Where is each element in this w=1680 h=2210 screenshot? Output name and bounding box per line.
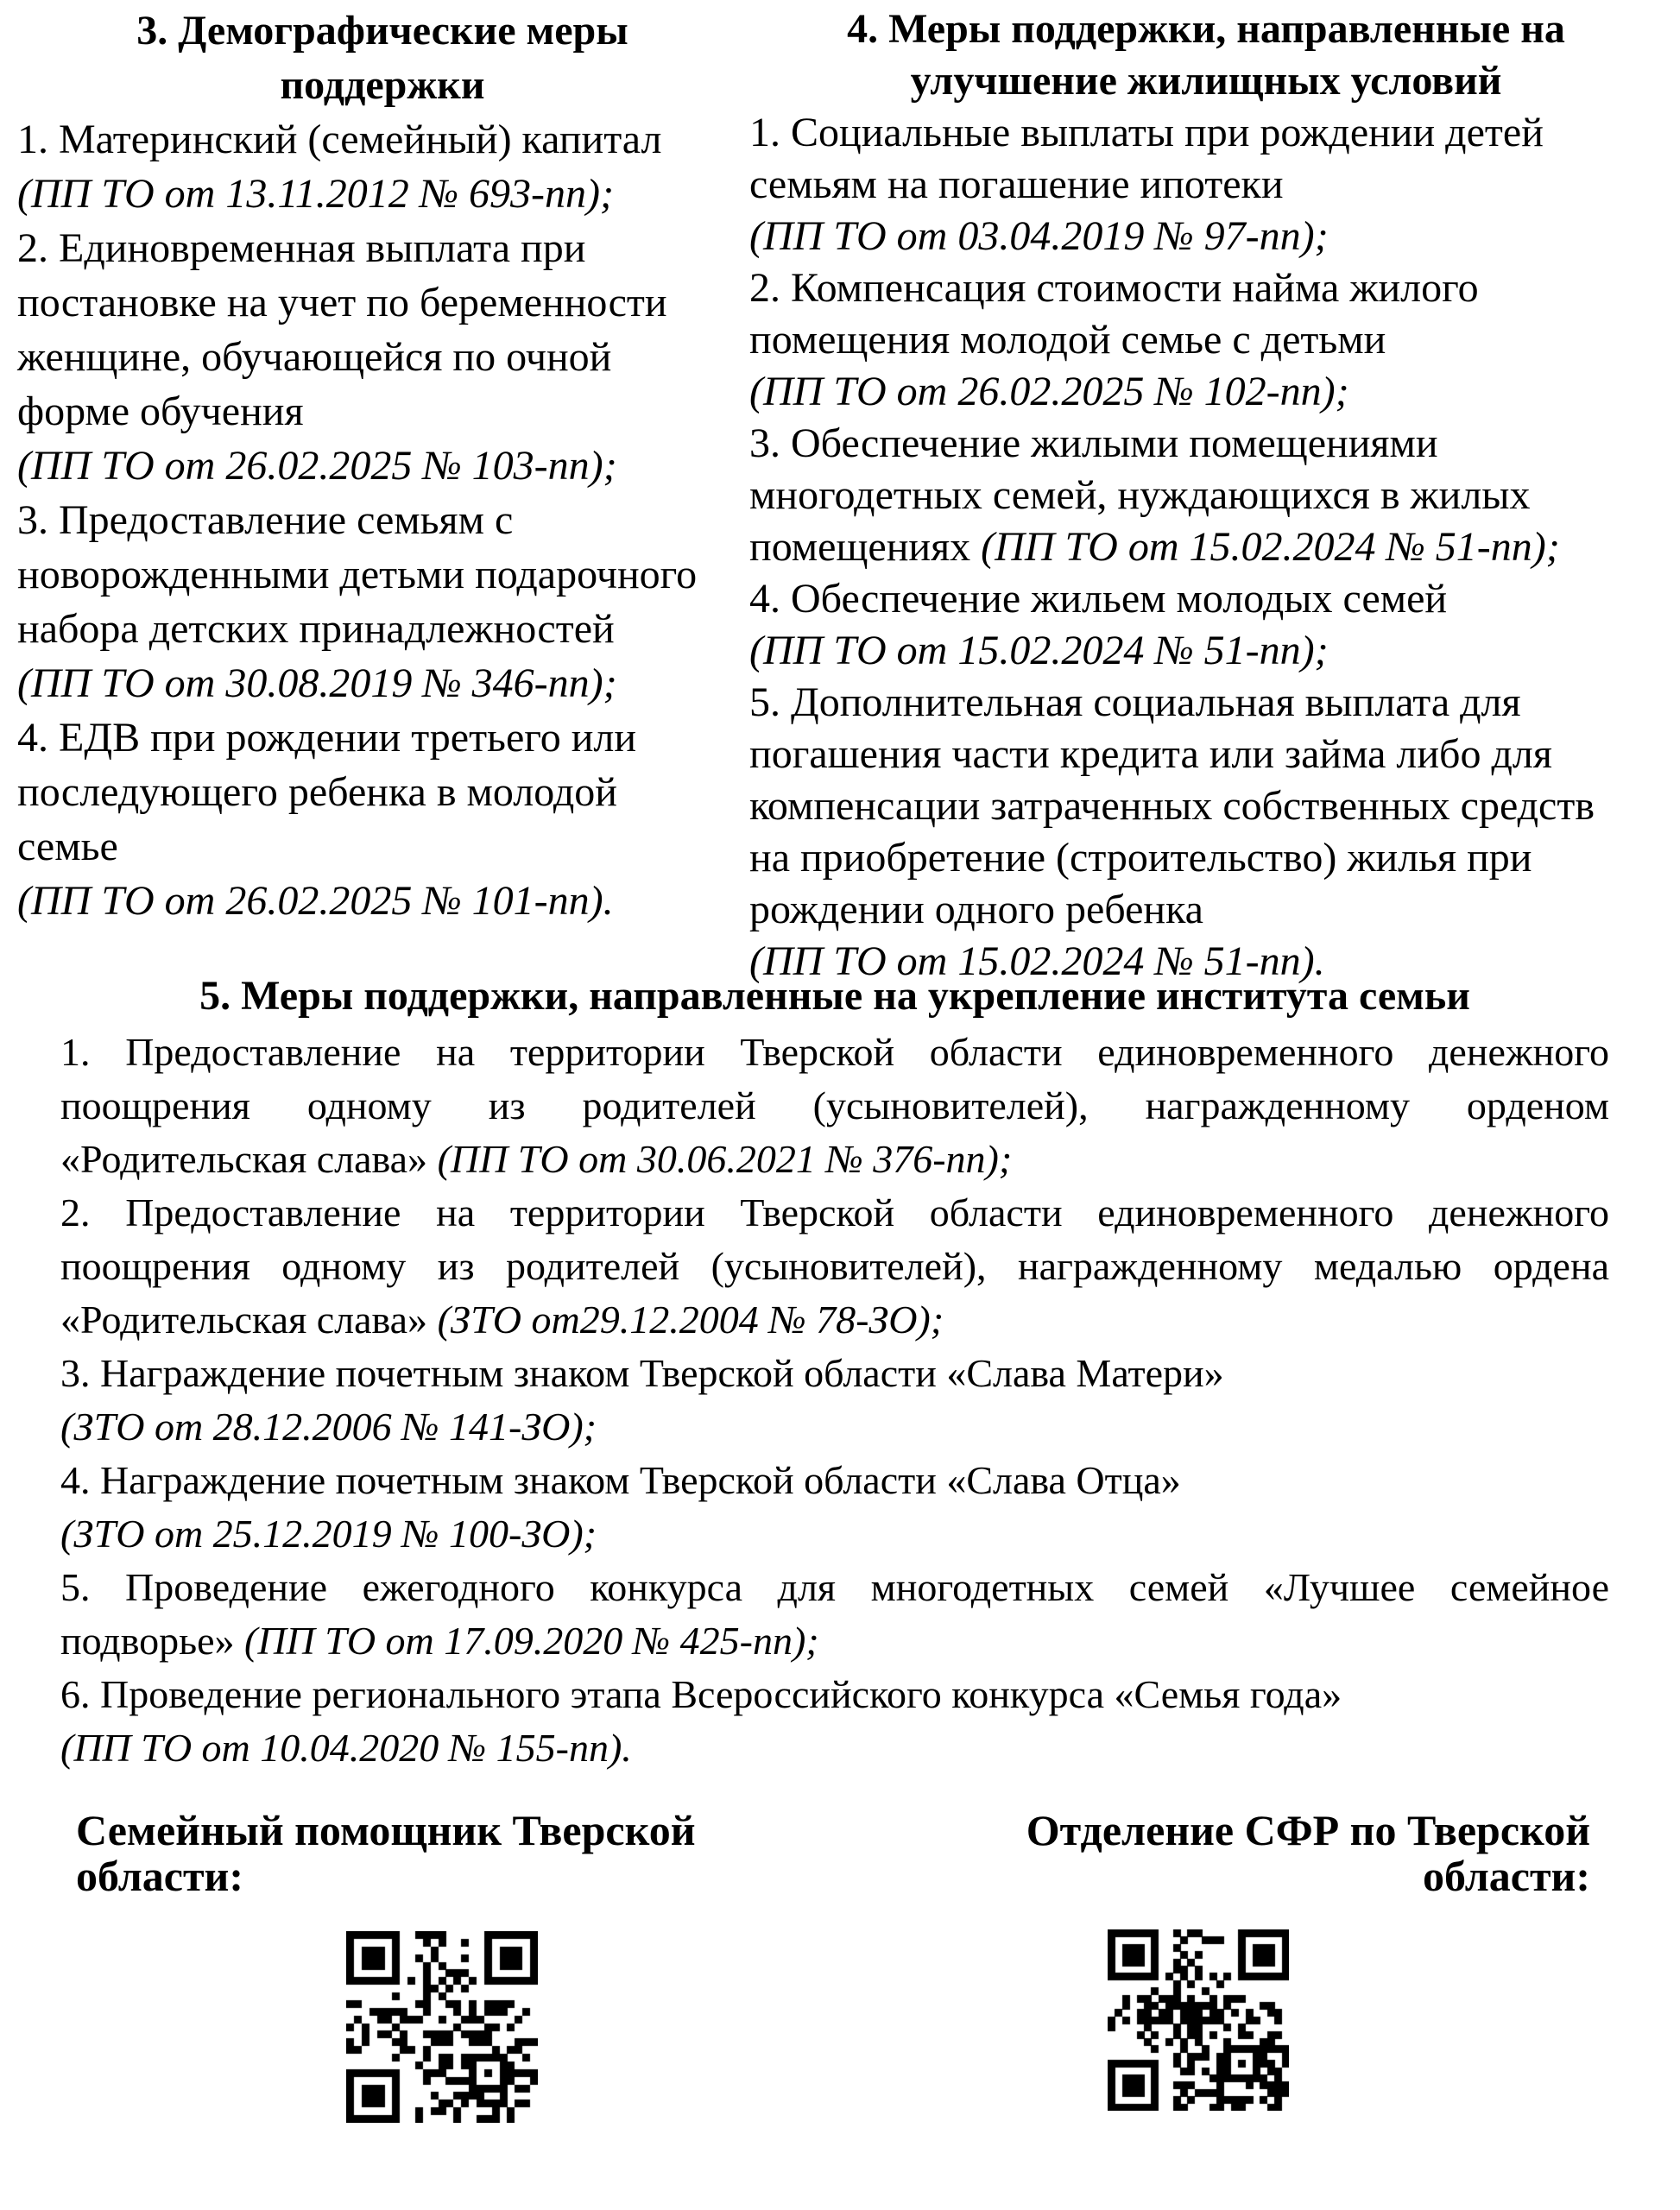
text-line: 1. Социальные выплаты при рождении детей [749,110,1544,155]
heading-line: 3. Демографические меры [136,8,628,54]
citation-line: (ПП ТО от 15.02.2024 № 51-пп). [749,938,1325,984]
citation-line: (ПП ТО от 26.02.2025 № 102-пп); [749,369,1349,414]
text-line: на приобретение (строительство) жилья при [749,835,1532,881]
section-5-heading: 5. Меры поддержки, направленные на укрепление института семьи [199,973,1470,1019]
label-line: Семейный помощник Тверской [76,1806,696,1854]
text-run: помещениях [749,524,982,570]
text-line: помещения молодой семье с детьми [749,317,1386,363]
text-line: форме обучения [17,388,304,434]
text-line [60,1293,1609,1347]
citation-line: (ПП ТО от 03.04.2019 № 97-пп); [749,213,1329,259]
text-line: 3. Предоставление семьям с [17,497,514,543]
citation-run: (ПП ТО от 17.09.2020 № 425-пп); [244,1619,819,1663]
text-line: 1. Предоставление на территории Тверской области единовременного денежного [60,1030,1609,1074]
text-line: компенсации затраченных собственных средств [749,783,1595,829]
text-line: новорожденными детьми подарочного [17,552,698,597]
label-line: области: [1422,1852,1590,1900]
text-line: 2. Компенсация стоимости найма жилого [749,265,1479,311]
citation-line: (ПП ТО от 13.11.2012 № 693-пп); [17,171,614,217]
heading-line: поддержки [280,62,485,108]
heading-line: улучшение жилищных условий [910,58,1502,104]
citation-line: (ЗТО от 28.12.2006 № 141-ЗО); [60,1405,597,1449]
text-line: набора детских принадлежностей [17,606,615,652]
section-5-family-institute-measures [60,969,1609,1775]
section-3-demographic-measures [17,3,748,928]
text-line: 5. Проведение ежегодного конкурса для многодетных семей «Лучшее семейное [60,1565,1609,1609]
citation-line: (ПП ТО от 26.02.2025 № 103-пп); [17,443,617,489]
text-line: последующего ребенка в молодой [17,769,617,815]
citation-run: (ЗТО от29.12.2004 № 78-ЗО); [437,1298,944,1342]
section-4-housing-measures [749,3,1663,988]
text-line: 1. Материнский (семейный) капитал [17,117,662,162]
citation-run: (ПП ТО от 15.02.2024 № 51-пп); [981,524,1560,570]
text-line [60,1133,1609,1186]
citation-line: (ЗТО от 25.12.2019 № 100-ЗО); [60,1512,597,1556]
label-line: Отделение СФР по Тверской [1026,1806,1590,1854]
text-line: 4. Обеспечение жильем молодых семей [749,576,1448,622]
text-line: 2. Единовременная выплата при [17,225,586,271]
family-helper-label [76,1808,758,1899]
text-line [749,521,1663,573]
text-line: рождении одного ребенка [749,887,1203,932]
text-line: семьям на погашение ипотеки [749,161,1284,207]
text-run: «Родительская слава» [60,1137,438,1181]
citation-run: (ПП ТО от 30.06.2021 № 376-пп); [437,1137,1013,1181]
text-line: женщине, обучающейся по очной [17,334,612,380]
text-run: подворье» [60,1619,244,1663]
text-run: «Родительская слава» [60,1298,438,1342]
text-line: постановке на учет по беременности [17,280,667,325]
citation-line: (ПП ТО от 26.02.2025 № 101-пп). [17,878,614,924]
citation-line: (ПП ТО от 10.04.2020 № 155-пп). [60,1726,632,1770]
text-line: многодетных семей, нуждающихся в жилых [749,472,1531,518]
text-line: 3. Награждение почетным знаком Тверской области «Слава Матери» [60,1351,1224,1395]
text-line: 4. ЕДВ при рождении третьего или [17,715,637,761]
text-line: 6. Проведение регионального этапа Всероссийского конкурса «Семья года» [60,1672,1342,1716]
sfr-branch-label [991,1808,1590,1899]
text-line: 3. Обеспечение жилыми помещениями [749,420,1438,466]
section-3-heading [17,3,748,112]
heading-line: 4. Меры поддержки, направленные на [847,6,1565,52]
label-line: области: [76,1852,244,1900]
text-line [60,1614,1609,1668]
citation-line: (ПП ТО от 15.02.2024 № 51-пп); [749,628,1329,673]
text-line: 5. Дополнительная социальная выплата для [749,679,1521,725]
text-line: 2. Предоставление на территории Тверской области единовременного денежного [60,1190,1609,1234]
text-line: 4. Награждение почетным знаком Тверской области «Слава Отца» [60,1458,1181,1502]
section-4-heading [749,3,1663,107]
text-line: погашения части кредита или займа либо для [749,731,1552,777]
qr-code-family-helper [346,1931,538,2123]
text-line: семье [17,824,118,869]
citation-line: (ПП ТО от 30.08.2019 № 346-пп); [17,660,617,706]
text-line: поощрения одному из родителей (усыновителей), награжденному орденом [60,1083,1609,1127]
text-line: поощрения одному из родителей (усыновителей), награжденному медалью ордена [60,1244,1609,1288]
qr-code-sfr [1108,1929,1289,2111]
